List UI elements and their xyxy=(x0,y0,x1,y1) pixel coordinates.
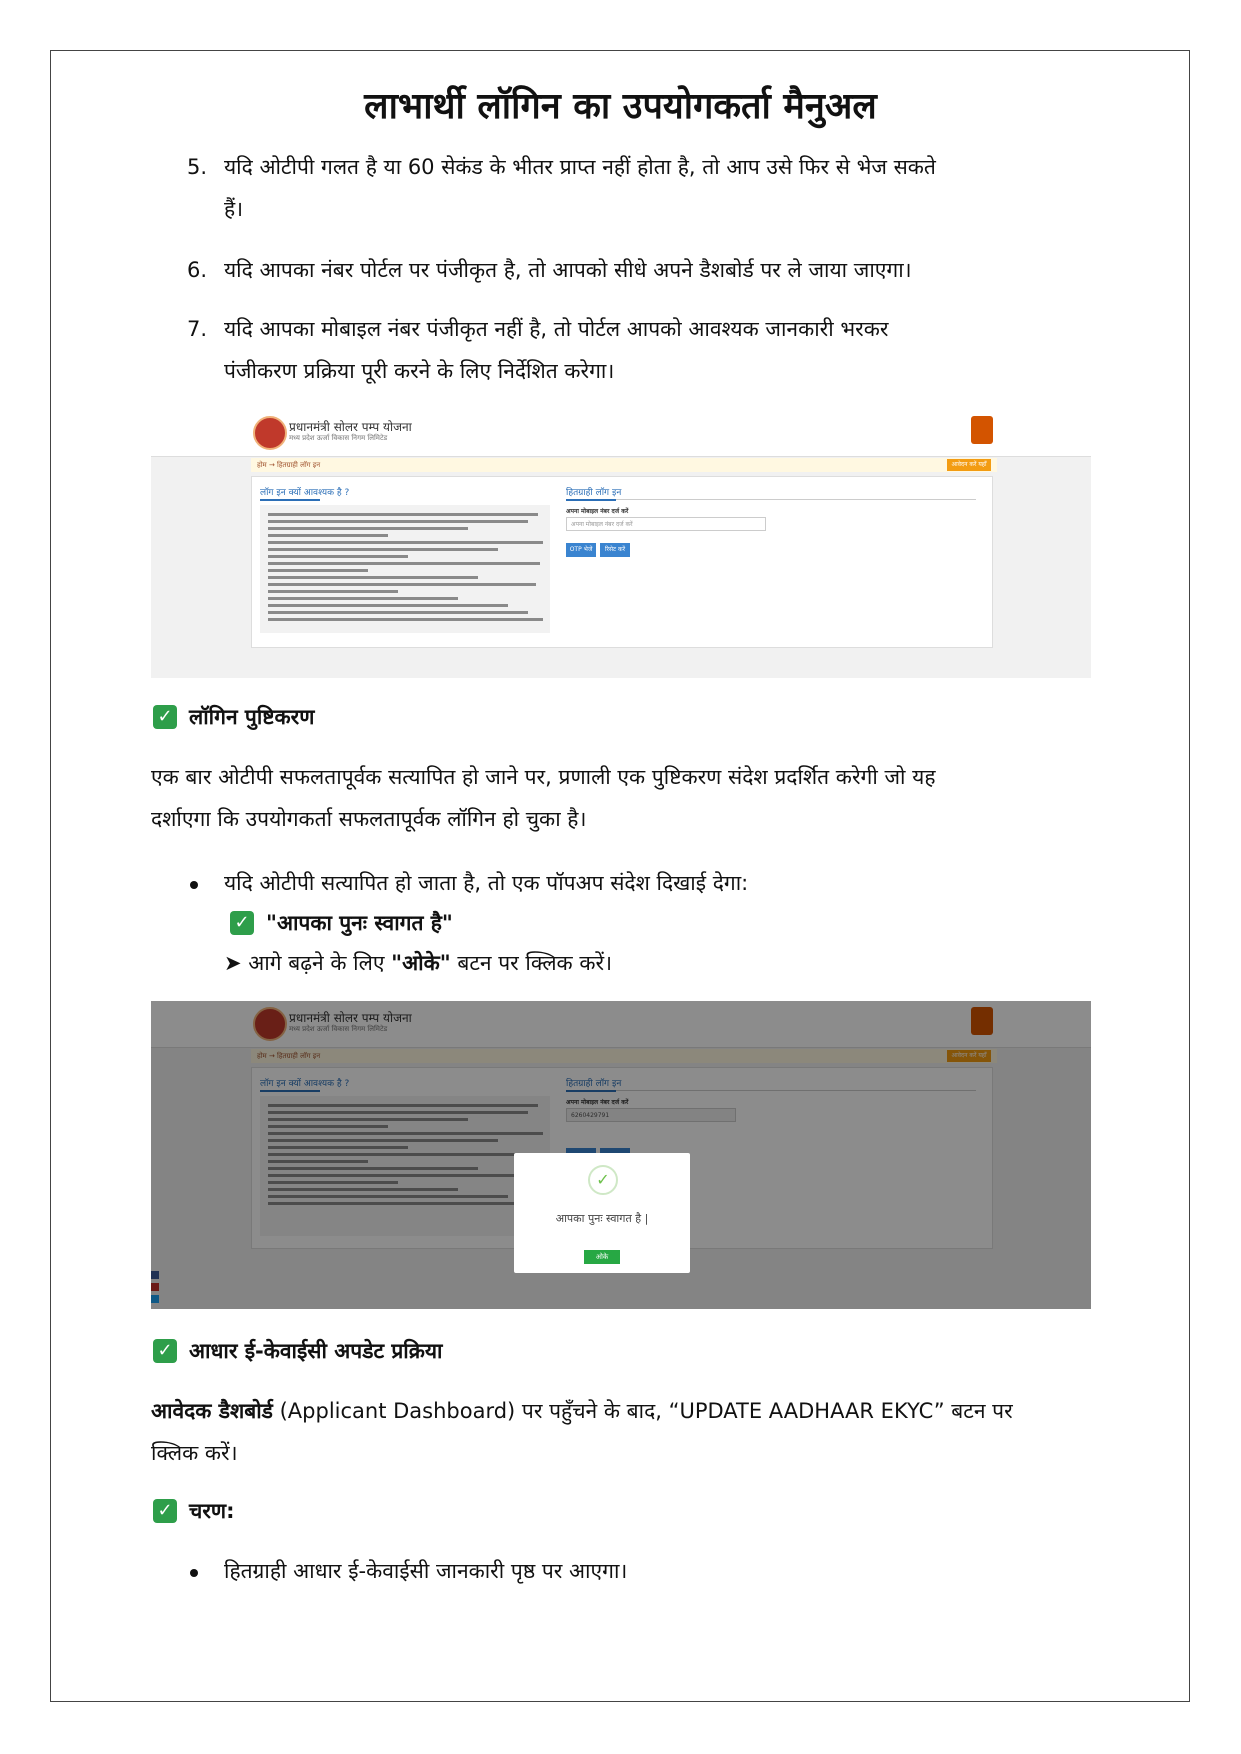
welcome-text: "आपका पुनः स्वागत है" xyxy=(266,911,453,935)
dashboard-label: आवेदक डैशबोर्ड xyxy=(151,1399,273,1423)
welcome-modal xyxy=(514,1153,690,1273)
portal-subtitle: मध्य प्रदेश ऊर्जा विकास निगम लिमिटेड xyxy=(289,1025,388,1033)
portal-header xyxy=(151,410,1091,457)
login-title: हितग्राही लॉग इन xyxy=(566,1079,622,1089)
instruction-line xyxy=(224,942,612,984)
step-text: यदि आपका मोबाइल नंबर पंजीकृत नहीं है, तो पोर्टल आपको आवश्यक जानकारी भरकर xyxy=(224,317,889,341)
step-text: पंजीकरण प्रक्रिया पूरी करने के लिए निर्देशित करेगा। xyxy=(224,359,615,383)
step-text: हैं। xyxy=(224,197,244,221)
bullet-text: यदि ओटीपी सत्यापित हो जाता है, तो एक पॉपअप संदेश दिखाई देगा: xyxy=(224,871,749,895)
paragraph: एक बार ओटीपी सफलतापूर्वक सत्यापित हो जाने पर, प्रणाली एक पुष्टिकरण संदेश प्रदर्शित करेगी जो यह xyxy=(151,765,936,789)
urja-logo-icon xyxy=(971,416,993,444)
step-text: यदि ओटीपी गलत है या 60 सेकंड के भीतर प्राप्त नहीं होता है, तो आप उसे फिर से भेज सकते xyxy=(224,155,936,179)
checkmark-icon: ✓ xyxy=(153,705,177,729)
step-number: 5. xyxy=(187,155,208,179)
mobile-input[interactable]: अपना मोबाइल नंबर दर्ज करें xyxy=(566,517,766,531)
welcome-note xyxy=(230,909,453,937)
bullet-dot xyxy=(190,1569,198,1577)
instruction-text: बटन पर क्लिक करें। xyxy=(450,951,613,975)
login-title: हितग्राही लॉग इन xyxy=(566,488,622,498)
step-number: 6. xyxy=(187,258,208,282)
mobile-label: अपना मोबाइल नंबर दर्ज करें xyxy=(566,1099,629,1106)
welcome-popup-screenshot xyxy=(151,1001,1091,1309)
step-number: 7. xyxy=(187,317,208,341)
checkmark-icon: ✓ xyxy=(153,1339,177,1363)
section-heading-text: आधार ई-केवाईसी अपडेट प्रक्रिया xyxy=(189,1339,443,1363)
mobile-label: अपना मोबाइल नंबर दर्ज करें xyxy=(566,508,629,515)
page-title: लाभार्थी लॉगिन का उपयोगकर्ता मैनुअल xyxy=(364,86,877,127)
portal-name: प्रधानमंत्री सोलर पम्प योजना xyxy=(289,1011,412,1025)
breadcrumb: होम → हितग्राही लॉग इन xyxy=(251,458,997,472)
title-underline xyxy=(260,499,320,501)
breadcrumb: होम → हितग्राही लॉग इन xyxy=(251,1049,997,1063)
bullet-dot xyxy=(190,881,198,889)
mobile-input[interactable]: 6260429791 xyxy=(566,1108,736,1122)
title-underline xyxy=(566,499,616,501)
portal-subtitle: मध्य प्रदेश ऊर्जा विकास निगम लिमिटेड xyxy=(289,434,388,442)
section-heading-text: चरण: xyxy=(189,1499,235,1523)
ok-label: "ओके" xyxy=(391,951,451,975)
why-login-title: लॉग इन क्यों आवश्यक है ? xyxy=(260,488,350,498)
why-login-title: लॉग इन क्यों आवश्यक है ? xyxy=(260,1079,350,1089)
paragraph-text: (Applicant Dashboard) पर पहुँचने के बाद, “UPDATE AADHAAR EKYC” बटन पर xyxy=(272,1399,1013,1423)
apply-button[interactable]: आवेदन करें यहाँ xyxy=(947,459,991,471)
apply-button[interactable]: आवेदन करें यहाँ xyxy=(947,1050,991,1062)
paragraph: दर्शाएगा कि उपयोगकर्ता सफलतापूर्वक लॉगिन हो चुका है। xyxy=(151,807,587,831)
login-card xyxy=(251,476,993,648)
ok-button[interactable]: ओके xyxy=(584,1250,620,1264)
section-heading xyxy=(153,1337,442,1365)
checkmark-icon: ✓ xyxy=(153,1499,177,1523)
section-heading-text: लॉगिन पुष्टिकरण xyxy=(189,705,315,729)
why-login-text-box xyxy=(260,505,550,633)
bullet-text: हितग्राही आधार ई-केवाईसी जानकारी पृष्ठ पर आएगा। xyxy=(224,1559,628,1583)
paragraph: क्लिक करें। xyxy=(151,1441,238,1465)
portal-name: प्रधानमंत्री सोलर पम्प योजना xyxy=(289,420,412,434)
section-heading xyxy=(153,1497,235,1525)
paragraph xyxy=(151,1390,1013,1432)
mp-emblem-icon xyxy=(253,416,287,450)
reset-button[interactable]: रिसेट करें xyxy=(600,543,630,557)
checkmark-icon: ✓ xyxy=(230,911,254,935)
modal-message: आपका पुनः स्वागत है | xyxy=(555,1212,649,1225)
divider xyxy=(566,499,976,500)
section-heading xyxy=(153,703,314,731)
success-check-icon: ✓ xyxy=(588,1165,618,1195)
instruction-text: ➤ आगे बढ़ने के लिए xyxy=(224,951,392,975)
send-otp-button[interactable]: OTP भेजें xyxy=(566,543,596,557)
login-page-screenshot xyxy=(151,410,1091,678)
step-text: यदि आपका नंबर पोर्टल पर पंजीकृत है, तो आपको सीधे अपने डैशबोर्ड पर ले जाया जाएगा। xyxy=(224,258,912,282)
